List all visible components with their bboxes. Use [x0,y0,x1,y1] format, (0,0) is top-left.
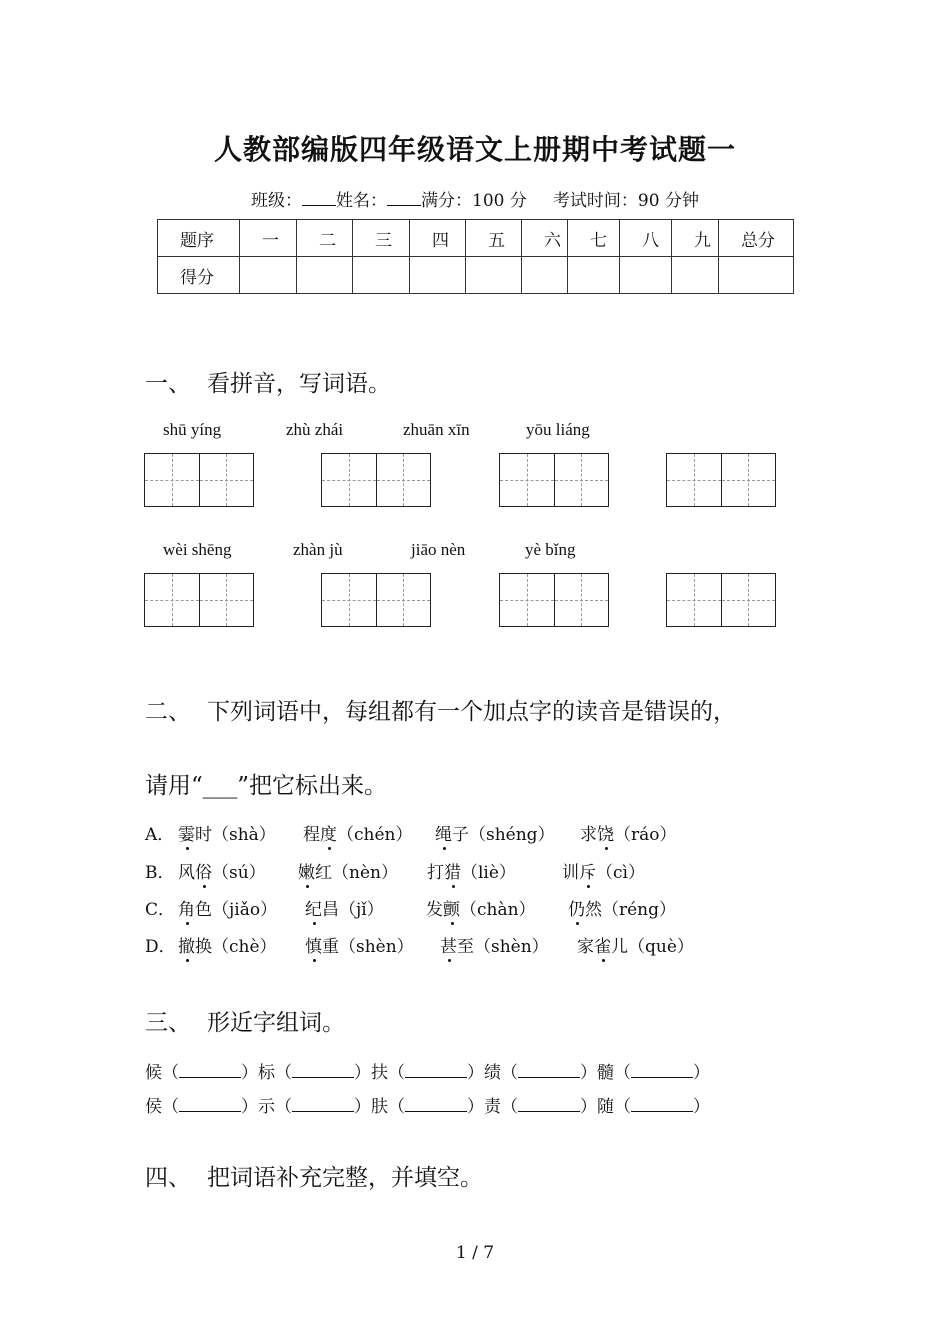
score-cell[interactable] [410,257,466,294]
score-header-cell: 五 [466,220,522,257]
option-text: 子（shéng） [452,825,555,845]
dotted-char: 俗 [195,858,212,883]
option-label: C． [145,900,176,920]
option-item[interactable] [298,858,398,883]
score-cell[interactable] [620,257,672,294]
dotted-char: 度 [320,820,337,845]
score-header-cell: 二 [297,220,353,257]
dotted-char: 霎 [178,820,195,845]
section-4-heading [145,1159,483,1192]
pinyin-label: shū yíng [163,420,222,439]
option-item[interactable] [440,932,549,957]
answer-blank[interactable] [179,1099,241,1112]
option-text: 色（jiǎo） [195,900,278,920]
writing-grid[interactable] [321,573,431,627]
dotted-char: 绳 [435,820,452,845]
pinyin-label: jiāo nèn [411,540,466,559]
score-cell[interactable] [522,257,568,294]
option-item[interactable] [178,820,276,845]
char-row-1: 候（ ）标（ ）扶（ ）绩（ ）髓（ ） [145,1063,710,1083]
option-text: （chàn） [460,900,536,920]
option-item[interactable] [580,820,677,845]
score-cell[interactable] [240,257,297,294]
option-label: B． [145,863,175,883]
score-header-cell: 题序 [158,220,240,257]
writing-grid[interactable] [144,453,254,507]
page-title: 人教部编版四年级语文上册期中考试题一 [213,133,736,166]
char: 标 [258,1063,275,1083]
option-text: （sú） [212,863,266,883]
answer-blank[interactable] [518,1099,580,1112]
option-item[interactable] [305,895,384,920]
option-text: （chén） [337,825,413,845]
option-text: （liè） [461,863,516,883]
answer-blank[interactable] [631,1099,693,1112]
option-char: 发 [426,900,443,920]
pinyin-label: yè bǐng [525,540,576,559]
section-title: 形近字组词。 [207,1010,345,1036]
dotted-char: 纪 [305,895,322,920]
writing-grid[interactable] [499,453,609,507]
score-header-cell: 一 [240,220,297,257]
dotted-char: 饶 [597,820,614,845]
score-cell[interactable] [466,257,522,294]
option-row [145,858,845,884]
section-1-heading [145,365,391,398]
full-score: 满分：100 分 [421,191,527,211]
option-text: （ráo） [614,825,677,845]
pinyin-label: zhàn jù [293,540,343,559]
option-char: 风 [178,863,195,883]
score-header-cell: 八 [620,220,672,257]
answer-blank[interactable] [631,1065,693,1078]
option-item[interactable] [305,932,414,957]
answer-blank[interactable] [405,1065,467,1078]
char: 示 [258,1097,275,1117]
section-3-heading [145,1004,345,1037]
option-text: （cì） [596,863,645,883]
score-table [157,219,794,294]
dotted-char: 慎 [305,932,322,957]
score-cell[interactable] [568,257,620,294]
option-item[interactable] [178,895,277,920]
score-cell[interactable] [719,257,794,294]
section-number: 一、 [145,371,191,397]
exam-info [0,186,950,211]
section-title: 下列词语中，每组都有一个加点字的读音是错误的， [207,699,736,725]
dotted-char: 甚 [440,932,457,957]
dotted-char: 角 [178,895,195,920]
option-item[interactable] [427,858,516,883]
class-label: 班级： [251,191,303,211]
answer-blank[interactable] [405,1099,467,1112]
writing-grid[interactable] [666,573,776,627]
score-header-cell: 总分 [719,220,794,257]
page-number: 1 / 7 [455,1243,495,1263]
option-item[interactable] [426,895,536,920]
char: 髓 [597,1063,614,1083]
answer-blank[interactable] [292,1099,354,1112]
char: 候 [145,1063,162,1083]
section-number: 四、 [145,1165,191,1191]
writing-grid[interactable] [666,453,776,507]
pinyin-label: zhù zhái [286,420,344,439]
answer-blank[interactable] [518,1065,580,1078]
option-row [145,820,845,846]
option-text: 昌（jǐ） [322,900,384,920]
option-item[interactable] [178,858,266,883]
option-item[interactable] [435,820,555,845]
answer-blank[interactable] [292,1065,354,1078]
option-char: 求 [580,825,597,845]
writing-grid[interactable] [144,573,254,627]
option-text: 重（shèn） [322,937,414,957]
option-item[interactable] [562,858,645,883]
dotted-char: 嫩 [298,858,315,883]
dotted-char: 斥 [579,858,596,883]
option-char: 训 [562,863,579,883]
score-header-cell: 九 [672,220,719,257]
dotted-char: 仍 [568,895,585,920]
option-char: 家 [577,937,594,957]
char: 随 [597,1097,614,1117]
score-header-row [158,220,794,257]
section-number: 二、 [145,699,191,725]
dotted-char: 雀 [594,932,611,957]
char: 侯 [145,1097,162,1117]
char: 肤 [371,1097,388,1117]
option-item[interactable] [577,932,694,957]
exam-time: 考试时间：90 分钟 [552,191,699,211]
option-text: 红（nèn） [315,863,398,883]
option-text: 换（chè） [195,937,277,957]
dotted-char: 猎 [444,858,461,883]
option-label: A． [145,825,175,845]
pinyin-label: wèi shēng [163,540,232,559]
option-item[interactable] [178,932,277,957]
option-char: 打 [427,863,444,883]
option-row [145,895,845,921]
score-header-cell: 七 [568,220,620,257]
option-char: 程 [303,825,320,845]
option-text: 至（shèn） [457,937,549,957]
section-title: 把词语补充完整，并填空。 [207,1165,483,1191]
score-cell[interactable] [353,257,410,294]
option-text: 儿（què） [611,937,694,957]
score-row-label: 得分 [158,257,240,294]
char: 绩 [484,1063,501,1083]
option-label: D． [145,937,176,957]
option-item[interactable] [303,820,412,845]
score-cell[interactable] [297,257,353,294]
writing-grid[interactable] [321,453,431,507]
name-label: 姓名： [336,191,388,211]
score-header-cell: 三 [353,220,410,257]
option-text: 然（réng） [585,900,677,920]
option-text: 时（shà） [195,825,276,845]
option-item[interactable] [568,895,676,920]
writing-grid[interactable] [499,573,609,627]
char: 责 [484,1097,501,1117]
answer-blank[interactable] [179,1065,241,1078]
char-row-2: 侯（ ）示（ ）肤（ ）责（ ）随（ ） [145,1097,710,1117]
section-title: 看拼音，写词语。 [207,371,391,397]
section-2-heading [145,693,736,726]
name-blank[interactable] [387,191,421,206]
section-number: 三、 [145,1010,191,1036]
section-2-heading-cont: 请用“___”把它标出来。 [145,773,388,799]
score-value-row [158,257,794,294]
dotted-char: 撤 [178,932,195,957]
char: 扶 [371,1063,388,1083]
pinyin-label: yōu liáng [526,420,590,439]
pinyin-label: zhuān xīn [403,420,470,439]
score-cell[interactable] [672,257,719,294]
score-header-cell: 六 [522,220,568,257]
option-row [145,932,845,958]
dotted-char: 颤 [443,895,460,920]
score-header-cell: 四 [410,220,466,257]
class-blank[interactable] [302,191,336,206]
